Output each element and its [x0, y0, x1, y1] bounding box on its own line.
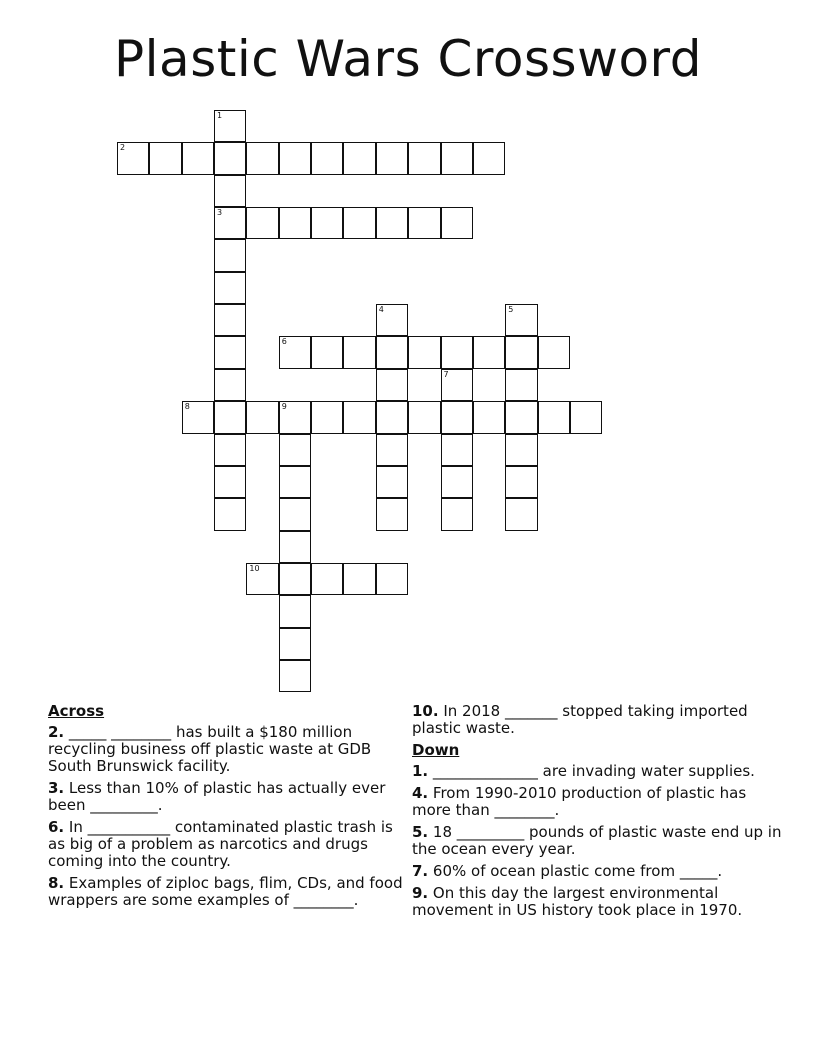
clue-text: On this day the largest environmental movement in US history took place in 1970. — [412, 884, 743, 919]
clue-down-5 — [412, 824, 782, 858]
grid-cell[interactable] — [279, 563, 311, 595]
clue-down-7 — [412, 863, 782, 880]
grid-cell[interactable] — [311, 142, 343, 174]
clue-text: Examples of ziploc bags, flim, CDs, and food wrappers are some examples of ________. — [48, 874, 403, 909]
grid-cell[interactable] — [538, 401, 570, 433]
grid-cell[interactable] — [311, 401, 343, 433]
grid-cell[interactable] — [505, 466, 537, 498]
grid-cell[interactable] — [311, 207, 343, 239]
grid-cell[interactable] — [279, 466, 311, 498]
grid-cell[interactable] — [505, 304, 537, 336]
grid-cell[interactable] — [214, 401, 246, 433]
grid-cell[interactable] — [214, 466, 246, 498]
grid-cell[interactable] — [149, 142, 181, 174]
grid-cell[interactable] — [441, 336, 473, 368]
clue-number: 5. — [412, 823, 429, 841]
grid-cell[interactable] — [214, 498, 246, 530]
grid-cell[interactable] — [311, 336, 343, 368]
grid-cell[interactable] — [214, 142, 246, 174]
grid-cell[interactable] — [246, 563, 278, 595]
grid-cell[interactable] — [246, 401, 278, 433]
clue-number: 1. — [412, 762, 429, 780]
grid-cell[interactable] — [408, 401, 440, 433]
clue-text: _____ ________ has built a $180 million recycling business off plastic waste at GDB South Brunswick facility. — [48, 723, 372, 775]
grid-cell[interactable] — [214, 304, 246, 336]
grid-cell[interactable] — [570, 401, 602, 433]
grid-cell[interactable] — [376, 563, 408, 595]
grid-cell[interactable] — [408, 207, 440, 239]
clue-number: 6. — [48, 818, 65, 836]
clue-number: 10. — [412, 702, 439, 720]
clue-number: 8. — [48, 874, 65, 892]
clue-number: 7. — [412, 862, 429, 880]
clue-across-3 — [48, 780, 408, 814]
clue-text: 60% of ocean plastic come from _____. — [428, 862, 723, 880]
clue-down-4 — [412, 785, 782, 819]
grid-cell[interactable] — [246, 207, 278, 239]
grid-cell[interactable] — [214, 207, 246, 239]
grid-cell[interactable] — [246, 142, 278, 174]
clue-text: In 2018 _______ stopped taking imported plastic waste. — [412, 702, 748, 737]
clue-number: 2. — [48, 723, 65, 741]
clue-text: In ___________ contaminated plastic trash is as big of a problem as narcotics and drugs coming into the country. — [48, 818, 393, 870]
clue-across-6 — [48, 819, 408, 870]
clue-down-9 — [412, 885, 782, 919]
cell-number: 7 — [443, 369, 449, 379]
grid-cell[interactable] — [279, 628, 311, 660]
grid-cell[interactable] — [343, 336, 375, 368]
grid-cell[interactable] — [279, 142, 311, 174]
grid-cell[interactable] — [473, 142, 505, 174]
cell-number: 3 — [217, 208, 223, 218]
grid-cell[interactable] — [441, 466, 473, 498]
clue-down-1 — [412, 763, 782, 780]
grid-cell[interactable] — [376, 434, 408, 466]
cell-number: 5 — [508, 305, 514, 315]
clue-text: From 1990-2010 production of plastic has more than ________. — [412, 784, 747, 819]
grid-cell[interactable] — [214, 336, 246, 368]
grid-cell[interactable] — [473, 336, 505, 368]
grid-cell[interactable] — [505, 498, 537, 530]
cell-number: 10 — [249, 563, 260, 573]
grid-cell[interactable] — [343, 207, 375, 239]
cell-number: 2 — [120, 143, 126, 153]
page-title: Plastic Wars Crossword — [114, 30, 702, 88]
clue-across-8 — [48, 875, 408, 909]
across-heading: Across — [48, 702, 105, 720]
down-heading: Down — [412, 741, 460, 759]
grid-cell[interactable] — [182, 142, 214, 174]
grid-cell[interactable] — [182, 401, 214, 433]
clue-number: 3. — [48, 779, 65, 797]
grid-cell[interactable] — [376, 336, 408, 368]
clue-across-10 — [412, 703, 782, 737]
grid-cell[interactable] — [538, 336, 570, 368]
grid-cell[interactable] — [214, 369, 246, 401]
grid-cell[interactable] — [441, 498, 473, 530]
grid-cell[interactable] — [376, 207, 408, 239]
grid-cell[interactable] — [214, 434, 246, 466]
grid-cell[interactable] — [311, 563, 343, 595]
grid-cell[interactable] — [214, 272, 246, 304]
grid-cell[interactable] — [441, 142, 473, 174]
cell-number: 6 — [281, 337, 287, 347]
grid-cell[interactable] — [376, 401, 408, 433]
grid-cell[interactable] — [117, 142, 149, 174]
grid-cell[interactable] — [376, 466, 408, 498]
grid-cell[interactable] — [214, 175, 246, 207]
grid-cell[interactable] — [505, 401, 537, 433]
grid-cell[interactable] — [441, 434, 473, 466]
grid-cell[interactable] — [279, 498, 311, 530]
grid-cell[interactable] — [343, 401, 375, 433]
cell-number: 9 — [281, 402, 287, 412]
grid-cell[interactable] — [408, 336, 440, 368]
grid-cell[interactable] — [279, 531, 311, 563]
grid-cell[interactable] — [279, 660, 311, 692]
cell-number: 4 — [378, 305, 384, 315]
grid-cell[interactable] — [343, 563, 375, 595]
clue-text: 18 _________ pounds of plastic waste end up in the ocean every year. — [412, 823, 782, 858]
grid-cell[interactable] — [408, 142, 440, 174]
grid-cell[interactable] — [441, 369, 473, 401]
grid-cell[interactable] — [376, 142, 408, 174]
grid-cell[interactable] — [505, 369, 537, 401]
grid-cell[interactable] — [343, 142, 375, 174]
cell-number: 1 — [217, 111, 223, 120]
grid-cell[interactable] — [279, 434, 311, 466]
grid-cell[interactable] — [505, 336, 537, 368]
clue-across-2 — [48, 724, 408, 775]
grid-cell[interactable] — [279, 595, 311, 627]
grid-cell[interactable] — [505, 434, 537, 466]
clues-column-right — [412, 703, 782, 924]
clue-text: Less than 10% of plastic has actually ever been _________. — [48, 779, 386, 814]
grid-cell[interactable] — [279, 401, 311, 433]
clue-number: 4. — [412, 784, 429, 802]
grid-cell[interactable] — [376, 369, 408, 401]
grid-cell[interactable] — [376, 304, 408, 336]
grid-cell[interactable] — [473, 401, 505, 433]
clue-text: ______________ are invading water supplies. — [428, 762, 755, 780]
grid-cell[interactable] — [214, 239, 246, 271]
grid-cell[interactable] — [441, 207, 473, 239]
cell-number: 8 — [184, 402, 190, 412]
grid-cell[interactable] — [441, 401, 473, 433]
clues-column-left — [48, 703, 408, 914]
grid-cell[interactable] — [279, 207, 311, 239]
grid-cell[interactable] — [376, 498, 408, 530]
clue-number: 9. — [412, 884, 429, 902]
grid-cell[interactable] — [279, 336, 311, 368]
grid-cell[interactable] — [214, 110, 246, 142]
